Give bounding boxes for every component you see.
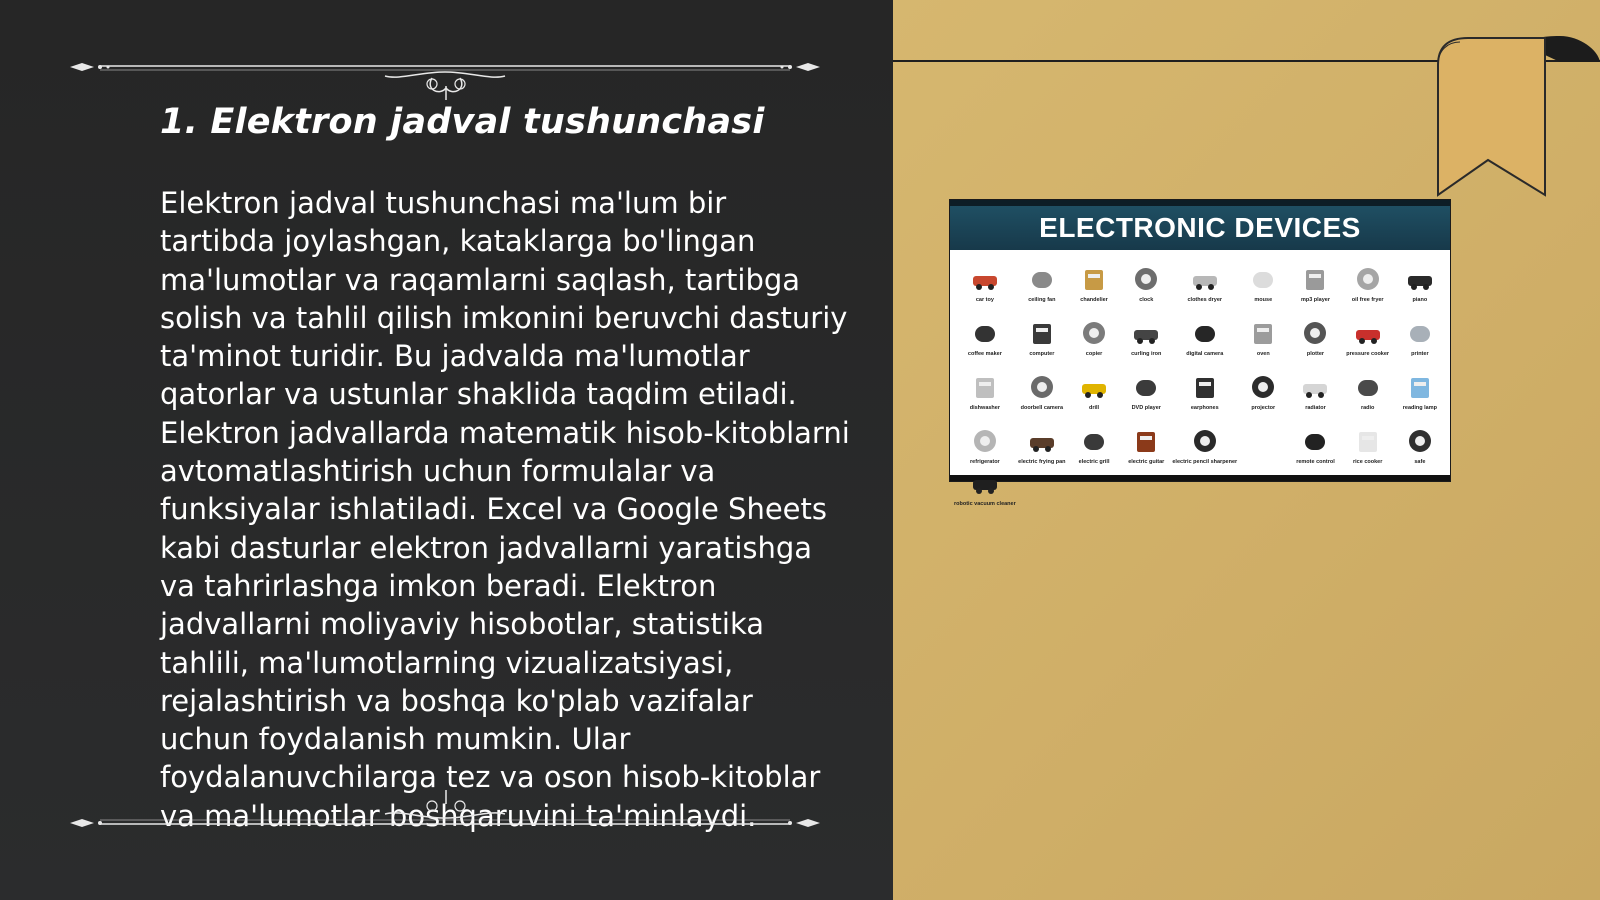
body-paragraph: Elektron jadval tushunchasi ma'lum bir tartibda joylashgan, kataklarga bo'lingan ma'lumotlar va raqamlarni saqlash, tartibga solish va tahlil qilish imkonini beruvchi dasturiy ta'minot turidir. Bu jadvalda ma'lumotlar qatorlar va ustunlar shaklida taqdim etiladi. Elektron jadvallarda matematik hisob-kitoblarni avtomatlashtirish uchun formulalar va funksiyalar ishlatiladi. Excel va Google Sheets kabi dasturlar elektron jadvallarni yaratishga va tahrirlashga imkon beradi. Elektron jadvallarni moliyaviy hisobotlar, statistika tahlili, ma'lumotlarning vizualizatsiyasi, rejalashtirish va boshqa ko'plab vazifalar uchun foydalanish mumkin. Ular foydalanuvchilarga tez va oson hisob-kitoblar va ma'lumotlar boshqaruvini ta'minlaydi. (160, 186, 850, 833)
robot-vacuum-icon (970, 468, 1000, 498)
device-label: doorbell camera (1020, 405, 1064, 411)
device-label: pressure cooker (1346, 351, 1390, 357)
device-item (1120, 360, 1172, 414)
slide-title: 1. Elektron jadval tushunchasi (160, 102, 765, 142)
device-label: dishwasher (969, 405, 1000, 411)
printer-icon (1405, 318, 1435, 348)
device-label: ceiling fan (1028, 297, 1056, 303)
device-item-empty (1237, 414, 1289, 468)
device-item (954, 468, 1016, 510)
copier-icon (1079, 318, 1109, 348)
device-item (1172, 360, 1237, 414)
device-label: car toy (975, 297, 994, 303)
device-item (1068, 306, 1120, 360)
lamp-icon (1405, 372, 1435, 402)
device-item (954, 414, 1016, 468)
curling-iron-icon (1131, 318, 1161, 348)
device-item (1068, 414, 1120, 468)
device-item (954, 252, 1016, 306)
device-label: mouse (1254, 297, 1273, 303)
device-item (1289, 360, 1341, 414)
device-item (1342, 414, 1394, 468)
device-label: robotic vacuum cleaner (954, 501, 1016, 507)
ornament-bottom-divider (60, 778, 830, 838)
device-item (1120, 306, 1172, 360)
device-label: computer (1029, 351, 1055, 357)
car-icon (970, 264, 1000, 294)
oven-icon (1248, 318, 1278, 348)
image-banner: ELECTRONIC DEVICES (950, 200, 1450, 250)
guitar-icon (1131, 426, 1161, 456)
fan-icon (1027, 264, 1057, 294)
drill-icon (1079, 372, 1109, 402)
device-item (1172, 414, 1237, 468)
device-item (1342, 306, 1394, 360)
device-label: oil free fryer (1351, 297, 1384, 303)
device-item (1016, 252, 1068, 306)
device-label: oven (1256, 351, 1270, 357)
device-label: refrigerator (970, 459, 1000, 465)
device-label: DVD player (1131, 405, 1161, 411)
device-label: mp3 player (1300, 297, 1330, 303)
device-item (1120, 414, 1172, 468)
device-label: safe (1414, 459, 1426, 465)
bookmark-ribbon (1430, 30, 1600, 205)
device-label: electric grill (1078, 459, 1110, 465)
doorbell-icon (1027, 372, 1057, 402)
mp3-icon (1300, 264, 1330, 294)
device-label: chandelier (1080, 297, 1108, 303)
camera-icon (1190, 318, 1220, 348)
dvd-icon (1131, 372, 1161, 402)
device-item (1172, 306, 1237, 360)
radiator-icon (1300, 372, 1330, 402)
device-item (1394, 252, 1446, 306)
device-item (1289, 306, 1341, 360)
device-item (1394, 306, 1446, 360)
device-label: coffee maker (967, 351, 1002, 357)
device-label: piano (1412, 297, 1428, 303)
device-item (1016, 360, 1068, 414)
rice-cooker-icon (1353, 426, 1383, 456)
device-item (1237, 306, 1289, 360)
coffee-maker-icon (970, 318, 1000, 348)
device-grid (950, 250, 1450, 507)
dryer-icon (1190, 264, 1220, 294)
chandelier-icon (1079, 264, 1109, 294)
safe-icon (1405, 426, 1435, 456)
electronic-devices-image (950, 200, 1450, 507)
mouse-icon (1248, 264, 1278, 294)
device-item (1394, 414, 1446, 468)
device-label: plotter (1306, 351, 1325, 357)
remote-icon (1300, 426, 1330, 456)
device-item (1068, 252, 1120, 306)
device-item (1342, 360, 1394, 414)
sharpener-icon (1190, 426, 1220, 456)
device-item (1342, 252, 1394, 306)
device-item (1068, 360, 1120, 414)
device-label: radiator (1305, 405, 1326, 411)
device-item (1237, 252, 1289, 306)
device-label: projector (1251, 405, 1276, 411)
device-item (1016, 306, 1068, 360)
frying-pan-icon (1027, 426, 1057, 456)
device-item (1016, 414, 1068, 468)
radio-icon (1353, 372, 1383, 402)
device-label: curling iron (1131, 351, 1162, 357)
piano-icon (1405, 264, 1435, 294)
grill-icon (1079, 426, 1109, 456)
fryer-icon (1353, 264, 1383, 294)
device-item (1394, 360, 1446, 414)
device-item (1120, 252, 1172, 306)
pressure-cooker-icon (1353, 318, 1383, 348)
device-label: rice cooker (1353, 459, 1383, 465)
device-item (1289, 414, 1341, 468)
device-item (1172, 252, 1237, 306)
device-item (954, 306, 1016, 360)
refrigerator-icon (970, 426, 1000, 456)
projector-icon (1248, 372, 1278, 402)
device-label: copier (1085, 351, 1103, 357)
laptop-icon (1027, 318, 1057, 348)
device-label: drill (1089, 405, 1100, 411)
earphones-icon (1190, 372, 1220, 402)
device-label: clock (1139, 297, 1154, 303)
device-label: remote control (1296, 459, 1335, 465)
device-label: digital camera (1186, 351, 1224, 357)
device-label: reading lamp (1402, 405, 1437, 411)
device-item (954, 360, 1016, 414)
device-label: printer (1411, 351, 1429, 357)
device-label: clothes dryer (1187, 297, 1223, 303)
device-label: earphones (1190, 405, 1219, 411)
clock-icon (1131, 264, 1161, 294)
ornament-top-divider (60, 40, 830, 100)
device-item (1237, 360, 1289, 414)
device-label: electric pencil sharpener (1172, 459, 1238, 465)
device-label: electric frying pan (1018, 459, 1066, 465)
device-label: electric guitar (1128, 459, 1165, 465)
device-label: radio (1360, 405, 1375, 411)
plotter-icon (1300, 318, 1330, 348)
dishwasher-icon (970, 372, 1000, 402)
device-item (1289, 252, 1341, 306)
